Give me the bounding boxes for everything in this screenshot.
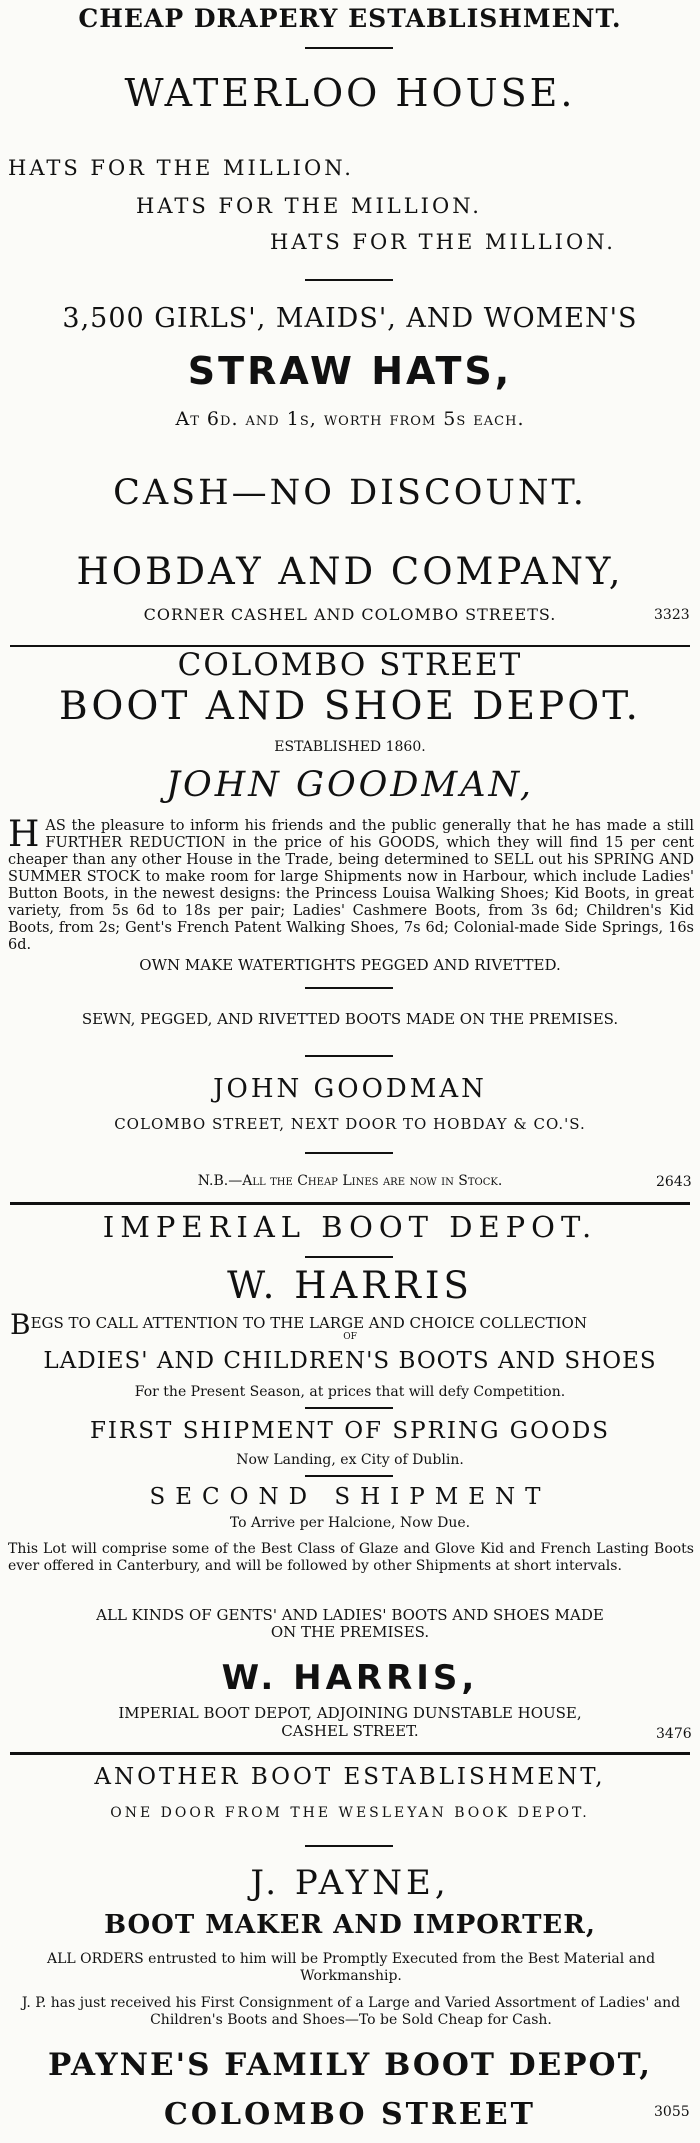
all-kinds-line-1: ALL KINDS OF GENTS' AND LADIES' BOOTS AND SHOES MADE: [96, 1606, 604, 1624]
hats-price-line: At 6d. and 1s, worth from 5s each.: [175, 408, 525, 430]
paynes-family-boot-depot: PAYNE'S FAMILY BOOT DEPOT,: [47, 2047, 653, 2083]
divider: [305, 1845, 393, 1847]
ad-reference-number: 3476: [656, 1726, 692, 1742]
of-line: OF: [343, 1332, 357, 1342]
cash-no-discount: CASH—NO DISCOUNT.: [113, 473, 587, 513]
boot-shoe-depot-title: BOOT AND SHOE DEPOT.: [59, 684, 641, 729]
now-landing-line: Now Landing, ex City of Dublin.: [236, 1452, 464, 1468]
john-goodman-name: JOHN GOODMAN,: [165, 765, 535, 805]
established-line: ESTABLISHED 1860.: [274, 739, 426, 755]
sewn-pegged-line: SEWN, PEGGED, AND RIVETTED BOOTS MADE ON THE PREMISES.: [81, 1010, 619, 1028]
hats-line-1: HATS FOR THE MILLION.: [8, 156, 354, 180]
watertights-line: OWN MAKE WATERTIGHTS PEGGED AND RIVETTED.: [139, 956, 561, 974]
first-consignment-paragraph: J. P. has just received his First Consignment of a Large and Varied Assortment of Ladies' and Children's Boots and Shoes—To be Sold Cheap for Cash.: [21, 1995, 681, 2028]
another-boot-establishment: ANOTHER BOOT ESTABLISHMENT,: [94, 1764, 606, 1790]
present-season-line: For the Present Season, at prices that will defy Competition.: [134, 1384, 566, 1400]
ad-reference-number: 3323: [654, 607, 690, 623]
hats-line-3: HATS FOR THE MILLION.: [270, 230, 616, 254]
drop-cap: B: [10, 1308, 31, 1341]
w-harris-name: W. HARRIS: [227, 1264, 473, 1307]
ad-separator: [10, 1752, 690, 1755]
all-orders-paragraph: ALL ORDERS entrusted to him will be Promptly Executed from the Best Material and Workmanship.: [46, 1951, 656, 1984]
divider: [305, 1256, 393, 1258]
girls-maids-women-line: 3,500 GIRLS', MAIDS', AND WOMEN'S: [62, 303, 638, 334]
all-kinds-line-2: ON THE PREMISES.: [270, 1623, 430, 1641]
w-harris-name-2: W. HARRIS,: [221, 1658, 479, 1698]
divider: [305, 279, 393, 281]
divider: [305, 47, 393, 49]
divider: [305, 1475, 393, 1477]
ad-reference-number: 3055: [654, 2104, 690, 2120]
divider: [305, 987, 393, 989]
begs-text: EGS TO CALL ATTENTION TO THE LARGE AND CHOICE COLLECTION: [30, 1314, 587, 1332]
harris-address-1: IMPERIAL BOOT DEPOT, ADJOINING DUNSTABLE HOUSE,: [118, 1704, 582, 1722]
arrive-line: To Arrive per Halcione, Now Due.: [229, 1515, 471, 1531]
harris-address-2: CASHEL STREET.: [281, 1722, 419, 1740]
divider: [305, 1055, 393, 1057]
colombo-street-heading: COLOMBO STREET: [177, 647, 523, 683]
imperial-boot-depot-title: IMPERIAL BOOT DEPOT.: [102, 1210, 598, 1244]
straw-hats-title: STRAW HATS,: [187, 349, 513, 393]
drapery-header: CHEAP DRAPERY ESTABLISHMENT.: [78, 4, 622, 33]
ad-separator: [10, 1202, 690, 1205]
hats-line-2: HATS FOR THE MILLION.: [136, 194, 482, 218]
goodman-body-paragraph: [8, 814, 694, 953]
one-door-line: ONE DOOR FROM THE WESLEYAN BOOK DEPOT.: [110, 1805, 590, 1821]
ad-reference-number: 2643: [656, 1174, 692, 1190]
first-shipment-line: FIRST SHIPMENT OF SPRING GOODS: [89, 1418, 611, 1444]
colombo-street-footer: COLOMBO STREET: [164, 2097, 536, 2132]
john-goodman-name-2: JOHN GOODMAN: [213, 1074, 487, 1104]
hobday-company-name: HOBDAY AND COMPANY,: [76, 550, 624, 593]
nb-cheap-lines: N.B.—All the Cheap Lines are now in Stock.: [197, 1173, 503, 1189]
goodman-body-text: AS the pleasure to inform his friends and the public generally that he has made a still FURTHER REDUCTION in the price of his GOODS, which they will find 15 per cent cheaper than any other House in the Trade, being determined to SELL out his SPRING AND SUMMER STOCK to make room for large Shipments now in Harbour, which include Ladies' Button Boots, in the newest designs: the Princess Louisa Walking Shoes; Kid Boots, in great variety, from 5s 6d to 18s per pair; Ladies' Cashmere Boots, from 3s 6d; Children's Kid Boots, from 2s; Gent's French Patent Walking Shoes, 7s 6d; Colonial-made Side Springs, 16s 6d.: [8, 818, 694, 953]
drop-cap: H: [8, 814, 40, 855]
divider: [305, 1152, 393, 1154]
j-payne-name: J. PAYNE,: [250, 1863, 450, 1903]
second-shipment-line: SECOND SHIPMENT: [149, 1484, 551, 1510]
waterloo-house-title: WATERLOO HOUSE.: [124, 71, 576, 115]
ladies-childrens-line: LADIES' AND CHILDREN'S BOOTS AND SHOES: [43, 1348, 657, 1374]
boot-maker-importer-line: BOOT MAKER AND IMPORTER,: [104, 1910, 596, 1940]
lot-paragraph: This Lot will comprise some of the Best Class of Glaze and Glove Kid and French Lasting Boots ever offered in Canterbury, and will be followed by other Shipments at short intervals.: [8, 1541, 694, 1574]
divider: [305, 1407, 393, 1409]
goodman-address: COLOMBO STREET, NEXT DOOR TO HOBDAY & CO.'S.: [114, 1115, 586, 1133]
hobday-address: CORNER CASHEL AND COLOMBO STREETS.: [143, 605, 557, 624]
